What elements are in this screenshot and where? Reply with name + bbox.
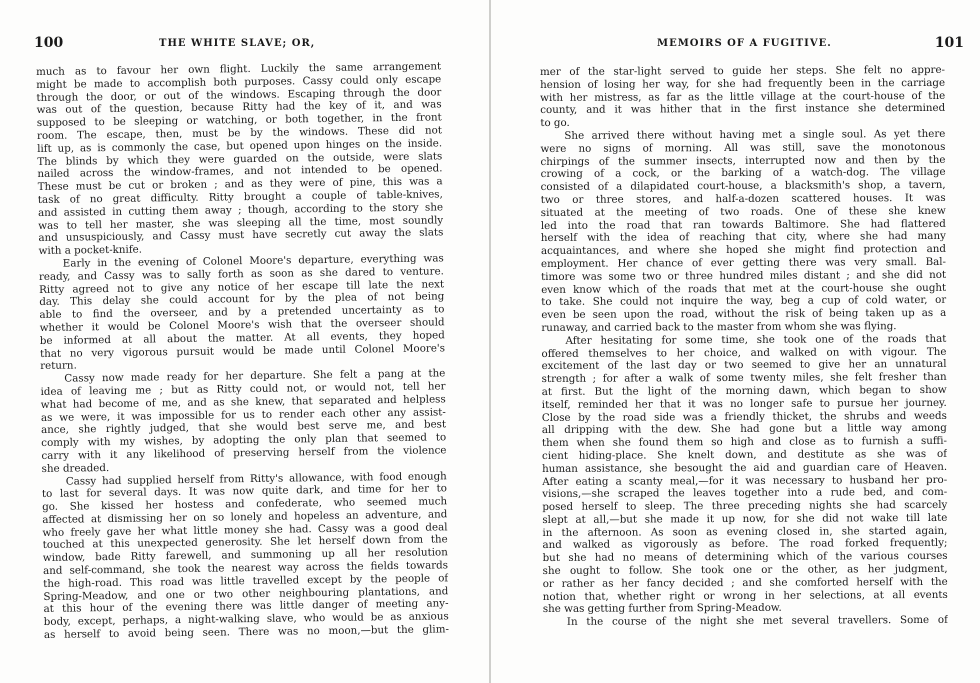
- text-line: The blinds by which they were guarded on the outside, were slats: [37, 149, 443, 168]
- text-line: touched at this unexpected generosity. She let herself down from the: [42, 533, 448, 552]
- text-line: Cassy had supplied herself from Ritty's allowance, with food enough: [65, 469, 447, 488]
- text-line: offered themselves to her choice, and walked on with vigour. The: [541, 345, 947, 360]
- right-page-header: [540, 35, 964, 56]
- text-line: but she had no means of determining which of the various courses: [542, 550, 948, 565]
- text-line: window, bade Ritty farewell, and summoning up all her resolution: [42, 546, 448, 565]
- text-line: slept at all,—but she made it up now, for she did not wake till late: [542, 511, 948, 526]
- text-line: human assistance, she besought the aid and guardian care of Heaven.: [542, 460, 948, 475]
- text-line: led into the road that ran towards Baltimore. She had flattered: [540, 217, 946, 232]
- running-head: MEMOIRS OF A FUGITIVE.: [657, 38, 832, 49]
- text-line: supposed to be sleeping or watching, or both together, in the front: [36, 111, 442, 130]
- text-line: These must be cut or broken ; and as they were of pine, this was a: [37, 175, 443, 194]
- text-line: acquaintances, and where she hoped she might find protection and: [540, 243, 946, 258]
- text-line: was out of the question, because Ritty had the key of it, and was: [36, 98, 442, 117]
- text-line: hension of losing her way, for she had frequently been in the carriage: [540, 76, 946, 91]
- text-line: and unsuspiciously, and Cassy must have secretly cut away the slats: [38, 226, 444, 245]
- text-line: to take. She could not inquire the way, beg a cup of cold water, or: [541, 294, 947, 309]
- text-line: and walked as vigorously as before. The road forked frequently;: [542, 537, 948, 552]
- text-line: she was getting further from Spring-Meadow.: [542, 602, 782, 616]
- text-line: In the course of the night she met several travellers. Some of: [566, 614, 948, 629]
- text-line: lift up, as is commonly the case, but opened upon hinges on the inside.: [37, 137, 443, 155]
- text-line: was to tell her master, she was sleeping all the time, most soundly: [38, 213, 444, 232]
- text-line: Close by the road side was a friendly thicket, the shrubs and weeds: [541, 409, 947, 424]
- text-line: as we were, it was impossible for us to render each other any assist-: [40, 405, 446, 424]
- text-line: task of no great difficulty. Ritty brought a couple of table-knives,: [37, 188, 443, 206]
- text-line: them when she found them so high and close as to furnish a suffi-: [541, 434, 948, 450]
- text-line: two or three stores, and half-a-dozen scattered houses. It was: [540, 191, 946, 206]
- right-page-text: [540, 64, 948, 629]
- text-line: Early in the evening of Colonel Moore's departure, everything was: [62, 252, 444, 270]
- page-number: 101: [934, 35, 964, 51]
- text-line: and self-command, she took the nearest way across the fields towards: [42, 559, 449, 578]
- text-line: After eating a scanty meal,—for it was necessary to husband her pro-: [542, 473, 948, 488]
- text-line: herself with the idea of reaching that city, where she had many: [540, 230, 946, 245]
- right-page: [491, 0, 980, 683]
- text-line: even be seen upon the road, without the risk of being taken up as a: [541, 307, 947, 322]
- text-line: the high-road. This road was little travelled except by the people of: [43, 572, 449, 590]
- text-line: Ritty agreed not to give any notice of her escape till late the next: [39, 277, 445, 296]
- text-line: consisted of a dilapidated court-house, a blacksmith's shop, a tavern,: [540, 179, 946, 194]
- text-line: that no very vigorous pursuit would be made until Colonel Moore's: [39, 341, 446, 360]
- text-line: what had become of me, and as she knew, that separated and helpless: [40, 393, 446, 411]
- text-line: timore was some two or three hundred miles distant ; and she did not: [541, 268, 947, 283]
- text-line: strength ; for after a walk of some twenty miles, she felt fresher than: [541, 371, 947, 386]
- text-line: all dripping with the dew. She had gone but a little way among: [541, 422, 947, 437]
- text-line: room. The escape, then, must be by the windows. These did not: [36, 124, 443, 142]
- text-line: crowing of a cock, or the barking of a watch-dog. The village: [540, 166, 946, 181]
- text-line: posed herself to sleep. The three preceding nights she had scarcely: [542, 498, 948, 514]
- text-line: idea of leaving me ; but as Ritty could not, or would not, tell her: [40, 380, 446, 398]
- text-line: with her mistress, as far as the little village at the court-house of the: [540, 89, 946, 104]
- text-line: might be made to accomplish both purposes. Cassy could only escape: [36, 73, 442, 91]
- text-line: through the door, or out of the windows. Escaping through the door: [36, 85, 442, 104]
- text-line: nailed across the window-frames, and not intended to be opened.: [37, 162, 443, 181]
- text-line: ance, she rightly judged, that she would best serve me, and best: [41, 418, 447, 437]
- text-line: notion that, whether right or wrong in her selections, at all events: [542, 588, 948, 603]
- text-line: in the afternoon. As soon as evening closed in, she started again,: [542, 524, 948, 539]
- text-line: return.: [40, 359, 77, 373]
- text-line: were no signs of morning. All was still, save the monotonous: [540, 140, 946, 155]
- text-line: to last for several days. It was now quite dark, and time for her to: [41, 482, 448, 501]
- text-line: After hesitating for some time, she took one of the roads that: [565, 332, 947, 347]
- text-line: mer of the star-light served to guide her steps. She felt no appre-: [540, 63, 946, 78]
- left-page: [0, 0, 488, 683]
- text-line: comply with my wishes, by adopting the only plan that seemed to: [41, 431, 447, 450]
- text-line: be informed at all about the matter. At all events, they hoped: [39, 329, 445, 347]
- text-line: go. She kissed her hostess and confederate, who seemed much: [42, 495, 448, 514]
- text-line: she dreaded.: [41, 461, 110, 475]
- text-line: She arrived there without having met a single soul. As yet there: [564, 127, 946, 142]
- text-line: at this hour of the evening there was little danger of meeting any-: [43, 597, 449, 616]
- text-line: chirpings of the summer insects, interrupted now and then by the: [540, 153, 946, 168]
- text-line: day. This delay she could account for by the plea of not being: [39, 290, 445, 309]
- text-line: and assisted in cutting them away ; though, according to the story she: [37, 201, 444, 219]
- text-line: cient hiding-place. She knelt down, and destitute as she was of: [542, 447, 948, 462]
- left-page-text: [36, 60, 449, 641]
- text-line: excitement of the last day or two seemed to give her an unnatural: [541, 358, 947, 373]
- text-line: county, and it was hither that in the first instance she determined: [540, 102, 946, 117]
- text-line: who freely gave her what little money she had. Cassy was a good deal: [42, 520, 448, 539]
- text-line: body, except, perhaps, a night-walking slave, who would be as anxious: [43, 610, 449, 629]
- text-line: much as to favour her own flight. Luckily the same arrangement: [36, 60, 442, 78]
- text-line: with a pocket-knife.: [38, 243, 143, 258]
- running-head: THE WHITE SLAVE; OR,: [159, 38, 316, 49]
- text-line: she ought to follow. She took one or the other, as her judgment,: [542, 562, 948, 578]
- text-line: or rather as her fancy decided ; and she comforted herself with the: [542, 575, 948, 590]
- text-line: whether it would be Colonel Moore's wish that the overseer should: [39, 316, 445, 334]
- text-line: ready, and Cassy was to sally forth as soon as she dared to venture.: [38, 265, 444, 283]
- text-line: carry with it any likelihood of preserving herself from the violence: [41, 444, 447, 462]
- text-line: Cassy now made ready for her departure. She felt a pang at the: [64, 367, 446, 385]
- text-line: Spring-Meadow, and one or two other neighbouring plantations, and: [43, 584, 449, 603]
- page-number: 100: [34, 35, 64, 51]
- text-line: visions,—she scraped the leaves together into a rude bed, and com-: [542, 486, 948, 501]
- text-line: even know which of the roads that met at the court-house she ought: [541, 281, 947, 296]
- text-line: runaway, and carried back to the master from whom she was flying.: [541, 320, 897, 334]
- text-line: affected at dismissing her on so lonely and hopeless an adventure, and: [42, 508, 448, 526]
- text-line: as herself to avoid being seen. There was no moon,—but the glim-: [43, 623, 449, 642]
- text-line: situated at the meeting of two roads. One of these she knew: [540, 204, 946, 219]
- text-line: able to find the overseer, and by a pretended uncertainty as to: [39, 303, 445, 322]
- text-line: itself, reminded her that it was no longer safe to pursue her journey.: [541, 396, 947, 411]
- text-line: employment. Her chance of ever getting there was very small. Bal-: [541, 255, 947, 270]
- left-page-header: [34, 35, 458, 56]
- text-line: at first. But the light of the morning dawn, which began to show: [541, 383, 947, 398]
- text-line: to go.: [540, 117, 570, 130]
